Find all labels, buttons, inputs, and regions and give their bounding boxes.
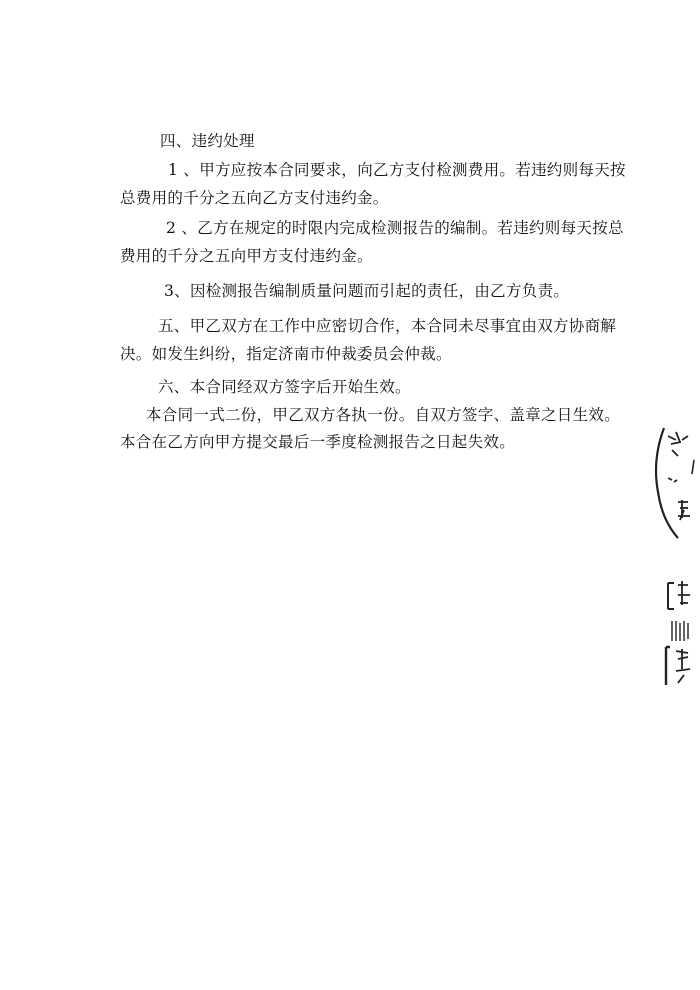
final-provision-line-2: 本合在乙方向甲方提交最后一季度检测报告之日起失效。 xyxy=(120,433,516,451)
final-provision-line-1: 本合同一式二份，甲乙双方各执一份。自双方签字、盖章之日生效。 xyxy=(146,406,621,424)
clause-6: 六、本合同经双方签字后开始生效。 xyxy=(158,378,411,396)
clause-item-2-line-2: 费用的千分之五向甲方支付违约金。 xyxy=(120,247,373,265)
clause-item-3: 3、因检测报告编制质量问题而引起的责任，由乙方负责。 xyxy=(164,282,570,300)
clause-item-2-line-1: 2 、乙方在规定的时限内完成检测报告的编制。若违约则每天按总 xyxy=(166,219,624,237)
clause-item-1-line-1: 1 、甲方应按本合同要求，向乙方支付检测费用。若违约则每天按 xyxy=(168,161,626,179)
seal-stamp-fragment-bottom xyxy=(638,575,700,690)
clause-5-line-1: 五、甲乙双方在工作中应密切合作，本合同未尽事宜由双方协商解 xyxy=(158,317,617,335)
seal-stamp-fragment-top xyxy=(638,420,700,550)
clause-item-1-line-2: 总费用的千分之五向乙方支付违约金。 xyxy=(120,189,389,207)
section-title-breach: 四、违约处理 xyxy=(160,132,255,150)
clause-5-line-2: 决。如发生纠纷，指定济南市仲裁委员会仲裁。 xyxy=(120,345,452,363)
